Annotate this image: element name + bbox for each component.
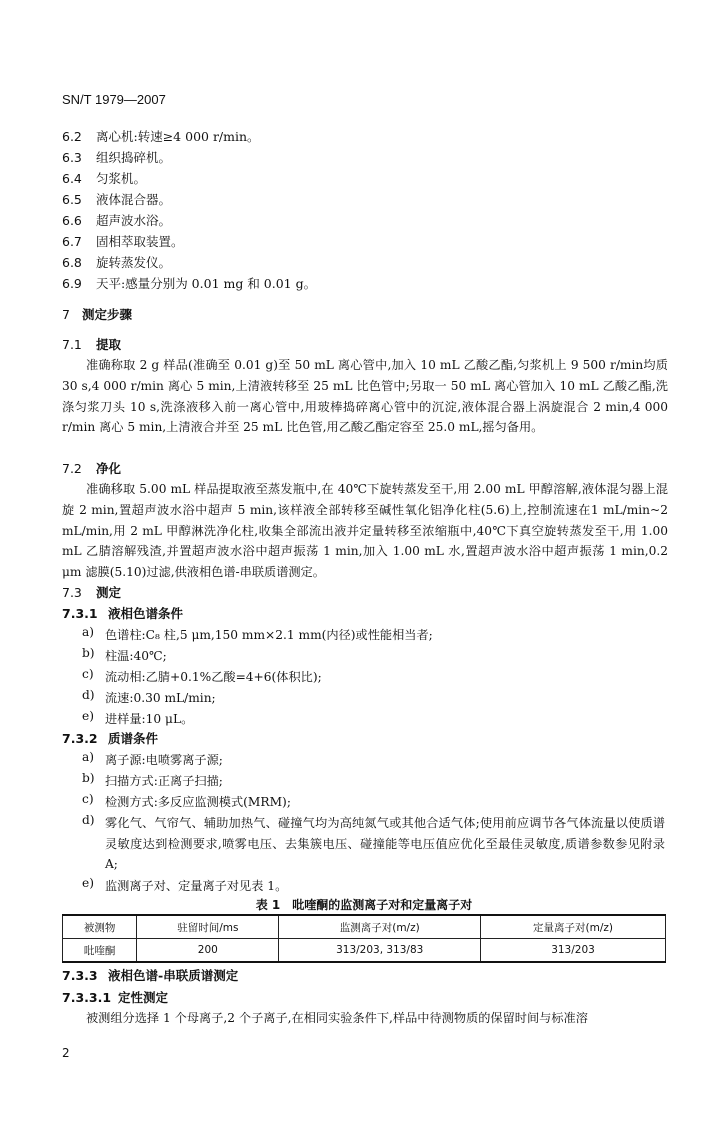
list-item: 6.5 液体混合器。 [62,192,172,207]
table-row [63,939,666,963]
extraction-paragraph: 准确称取 2 g 样品(准确至 0.01 g)至 50 mL 离心管中,加入 10 mL 乙酸乙酯,匀浆机上 9 500 r/min均质 30 s,4 000 r/min 离心 5 min,上清液转移至 25 mL 比色管中;另取一 50 mL 离心管加入 10 mL 乙酸乙酯,洗涤匀浆刀头 10 s,洗涤液移入前一离心管中,用玻棒捣碎离心管中的沉淀,液体混合器上涡旋混合 2 min,4 000 r/min 离心 5 min,上清液合并至 25 mL 比色管,用乙酸乙酯定容至 25.0 mL,摇匀备用。 [62,358,668,435]
section-heading: 7 测定步骤 [62,307,133,322]
table-cell: 200 [137,939,279,963]
list-item: 6.2 离心机:转速≥4 000 r/min。 [62,129,260,144]
subsection-heading: 7.3 测定 [62,585,122,600]
table-header-row [63,915,666,939]
table-header-cell: 被测物 [63,915,137,939]
table-header-cell: 定量离子对(m/z) [481,915,666,939]
table-cell: 吡喹酮 [63,939,137,963]
table-cell: 313/203, 313/83 [279,939,481,963]
subsection-heading: 7.3.2 质谱条件 [62,731,159,746]
cleanup-paragraph: 准确移取 5.00 mL 样品提取液至蒸发瓶中,在 40℃下旋转蒸发至干,用 2.00 mL 甲醇溶解,液体混匀器上混旋 2 min,置超声波水浴中超声 5 min,该样液全部转移至碱性氧化铝净化柱(5.6)上,控制流速在1 mL/min~2 mL/min,用 2 mL 甲醇淋洗净化柱,收集全部流出液并定量转移至浓缩瓶中,40℃下真空旋转蒸发至干,用 1.00 mL 乙腈溶解残渣,并置超声波水浴中超声振荡 1 min,加入 1.00 mL 水,置超声波水浴中超声振荡 1 min,0.2 μm 滤膜(5.10)过滤,供液相色谱-串联质谱测定。 [62,482,668,580]
list-item: 6.9 天平:感量分别为 0.01 mg 和 0.01 g。 [62,276,317,291]
page-number: 2 [62,1046,70,1060]
subsection-heading: 7.2 净化 [62,461,122,476]
table-header-cell: 监测离子对(m/z) [279,915,481,939]
document-page: SN/T 1979—2007 6.2 离心机:转速≥4 000 r/min。 6.3 组织捣碎机。 6.4 匀浆机。 6.5 液体混合器。 6.6 超声波水浴。 6.7 固相萃取装置。 6.8 旋转蒸发仪。 6.9 天平:感量分别为 0.01 mg 和 0.01 g。 7 测定步骤 7.1 提取 准确称取 2 g 样品(准确至 0.01 g)至 50 mL 离心管中,加入 10 mL 乙酸乙酯,匀浆机上 9 500 r/min均质 30 s,4 000 r/min 离心 5 min,上清液转移至 25 mL 比色管中;另取一 50 mL 离心管加入 10 mL 乙酸乙酯,洗涤匀浆刀头 10 s,洗涤液移入前一离心管中,用玻棒捣碎离心管中的沉淀,液体混合器上涡旋混合 2 min,4 000 r/min 离心 5 min,上清液合并至 25 mL 比色管,用乙酸乙酯定容至 25.0 mL,摇匀备用。 7.2 净化 准确移取 5.00 mL 样品提取液至蒸发瓶中,在 40℃下旋转蒸发至干,用 2.00 mL 甲醇溶解,液体混匀器上混旋 2 min,置超声波水浴中超声 5 min,该样液全部转移至碱性氧化铝净化柱(5.6)上,控制流速在1 mL/min~2 mL/min,用 2 mL 甲醇淋洗净化柱,收集全部流出液并定量转移至浓缩瓶中,40℃下真空旋转蒸发至干,用 1.00 mL 乙腈溶解残渣,并置超声波水浴中超声振荡 1 min,加入 1.00 mL 水,置超声波水浴中超声振荡 1 min,0.2 μm 滤膜(5.10)过滤,供液相色谱-串联质谱测定。 7.3 测定 7.3.1 液相色谱条件 a) 色谱柱:C₈ 柱,5 μm,150 mm×2.1 mm(内径)或性能相当者; b) 柱温:40℃; c) 流动相:乙腈+0.1%乙酸=4+6(体积比); d) 流速:0.30 mL/min; e) 进样量:10 μL。 7.3.2 质谱条件 a) 离子源:电喷雾离子源; b) 扫描方式:正离子扫描; c) 检测方式:多反应监测模式(MRM); d) 雾化气、气帘气、辅助加热气、碰撞气均为高纯氮气或其他合适气体;使用前应调节各气体流量以使质谱灵敏度达到检测要求,喷雾电压、去集簇电压、碰撞能等电压值应优化至最佳灵敏度,质谱参数参见附录 A; e) 监测离子对、定量离子对见表 1。 表 1 吡喹酮的监测离子对和定量离子对 被测物 驻留时间/ms 监测离子对(m/z) 定量离子对(m/z) 吡喹酮 200 313/203, 313/83 313/203 7.3.3 液相色谱-串联质谱测定 7.3.3.1 定性测定 被测组分选择 1 个母离子,2 个子离子,在相同实验条件下,样品中待测物质的保留时间与标准溶 2 [0,0,728,1122]
list-item: 6.3 组织捣碎机。 [62,150,172,165]
standard-code-header: SN/T 1979—2007 [62,92,166,107]
ion-pair-table [62,914,666,963]
list-item: 6.6 超声波水浴。 [62,213,172,228]
list-item: 6.8 旋转蒸发仪。 [62,255,172,270]
list-item: 6.4 匀浆机。 [62,171,147,186]
subsection-heading: 7.3.3.1 定性测定 [62,990,169,1005]
qualitative-paragraph: 被测组分选择 1 个母离子,2 个子离子,在相同实验条件下,样品中待测物质的保留时间与标准溶 [86,1011,588,1025]
subsection-heading: 7.3.1 液相色谱条件 [62,606,184,621]
table-caption: 表 1 吡喹酮的监测离子对和定量离子对 [255,898,473,912]
table-cell: 313/203 [481,939,666,963]
list-item: 6.7 固相萃取装置。 [62,234,184,249]
subsection-heading: 7.1 提取 [62,337,122,352]
table-header-cell: 驻留时间/ms [137,915,279,939]
subsection-heading: 7.3.3 液相色谱-串联质谱测定 [62,968,239,983]
